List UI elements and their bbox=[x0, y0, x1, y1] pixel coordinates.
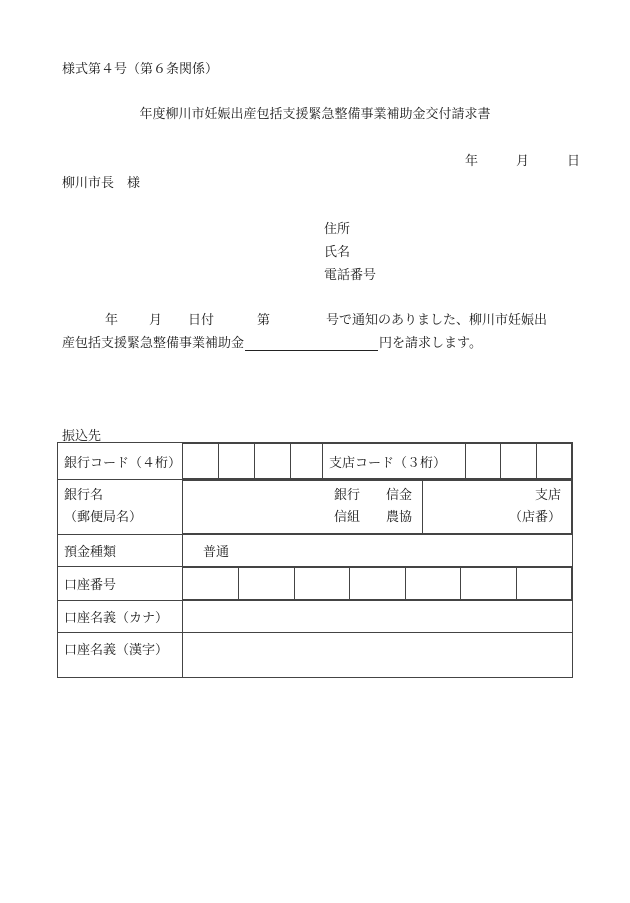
account-digit-4[interactable] bbox=[350, 568, 406, 600]
branch-line-1: 支店 bbox=[534, 488, 561, 503]
account-digit-6[interactable] bbox=[461, 568, 517, 600]
account-digit-1[interactable] bbox=[183, 568, 239, 600]
bank-types-line-1: 銀行 信金 bbox=[333, 488, 412, 503]
body-year: 年 bbox=[105, 313, 119, 328]
body-date-suffix: 日付 bbox=[188, 313, 215, 328]
account-number-label: 口座番号 bbox=[58, 567, 183, 601]
bank-name-label-line-2: （郵便局名） bbox=[64, 510, 143, 525]
addressee: 柳川市長 様 bbox=[62, 176, 141, 191]
date-day: 日 bbox=[567, 154, 581, 169]
branch-code-digit-3[interactable] bbox=[536, 444, 571, 479]
document-title: 年度柳川市妊娠出産包括支援緊急整備事業補助金交付請求書 bbox=[139, 107, 491, 122]
account-digit-3[interactable] bbox=[294, 568, 350, 600]
deposit-type-row bbox=[58, 535, 573, 567]
transfer-destination-label: 振込先 bbox=[62, 429, 102, 444]
bank-code-digit-1[interactable] bbox=[183, 444, 219, 479]
branch-line-2: （店番） bbox=[508, 510, 561, 525]
branch-field[interactable] bbox=[423, 481, 572, 534]
amount-blank[interactable] bbox=[245, 336, 378, 351]
holder-kana-row bbox=[58, 601, 573, 633]
branch-code-digit-2[interactable] bbox=[501, 444, 536, 479]
applicant-phone-label: 電話番号 bbox=[324, 268, 377, 283]
date-year: 年 bbox=[465, 154, 479, 169]
deposit-type-value[interactable]: 普通 bbox=[183, 535, 573, 567]
holder-kana-field[interactable] bbox=[183, 601, 573, 633]
form-number: 様式第４号（第６条関係） bbox=[62, 62, 219, 77]
date-month: 月 bbox=[516, 154, 530, 169]
account-number-row bbox=[58, 567, 573, 601]
account-digit-7[interactable] bbox=[516, 568, 572, 600]
holder-kanji-label: 口座名義（漢字） bbox=[58, 633, 183, 678]
bank-type-options[interactable] bbox=[183, 481, 423, 534]
applicant-name-label: 氏名 bbox=[324, 245, 351, 260]
body-number-prefix: 第 bbox=[257, 313, 271, 328]
bank-code-digit-4[interactable] bbox=[291, 444, 323, 479]
bank-name-label bbox=[58, 480, 183, 535]
body-request-text: 円を請求します。 bbox=[379, 336, 482, 351]
holder-kanji-field[interactable] bbox=[183, 633, 573, 678]
body-notice-text: 号で通知のありました、柳川市妊娠出 bbox=[326, 313, 548, 328]
holder-kanji-row bbox=[58, 633, 573, 678]
bank-name-row bbox=[58, 480, 573, 535]
bank-types-line-2: 信組 農協 bbox=[333, 510, 412, 525]
bank-code-digit-2[interactable] bbox=[219, 444, 255, 479]
account-digit-5[interactable] bbox=[405, 568, 461, 600]
bank-name-label-line-1: 銀行名 bbox=[64, 488, 104, 503]
body-subsidy-name: 産包括支援緊急整備事業補助金 bbox=[62, 336, 245, 351]
bank-code-label: 銀行コード（４桁） bbox=[58, 443, 183, 480]
deposit-type-label: 預金種類 bbox=[58, 535, 183, 567]
holder-kana-label: 口座名義（カナ） bbox=[58, 601, 183, 633]
bank-account-table bbox=[57, 442, 573, 678]
body-month: 月 bbox=[149, 313, 163, 328]
date-line bbox=[465, 150, 580, 169]
bank-code-row bbox=[58, 443, 573, 480]
account-digit-2[interactable] bbox=[239, 568, 295, 600]
applicant-address-label: 住所 bbox=[324, 222, 351, 237]
branch-code-digit-1[interactable] bbox=[466, 444, 501, 479]
bank-code-digit-3[interactable] bbox=[255, 444, 291, 479]
branch-code-label: 支店コード（３桁） bbox=[323, 444, 466, 479]
request-text-line-2 bbox=[62, 332, 482, 351]
